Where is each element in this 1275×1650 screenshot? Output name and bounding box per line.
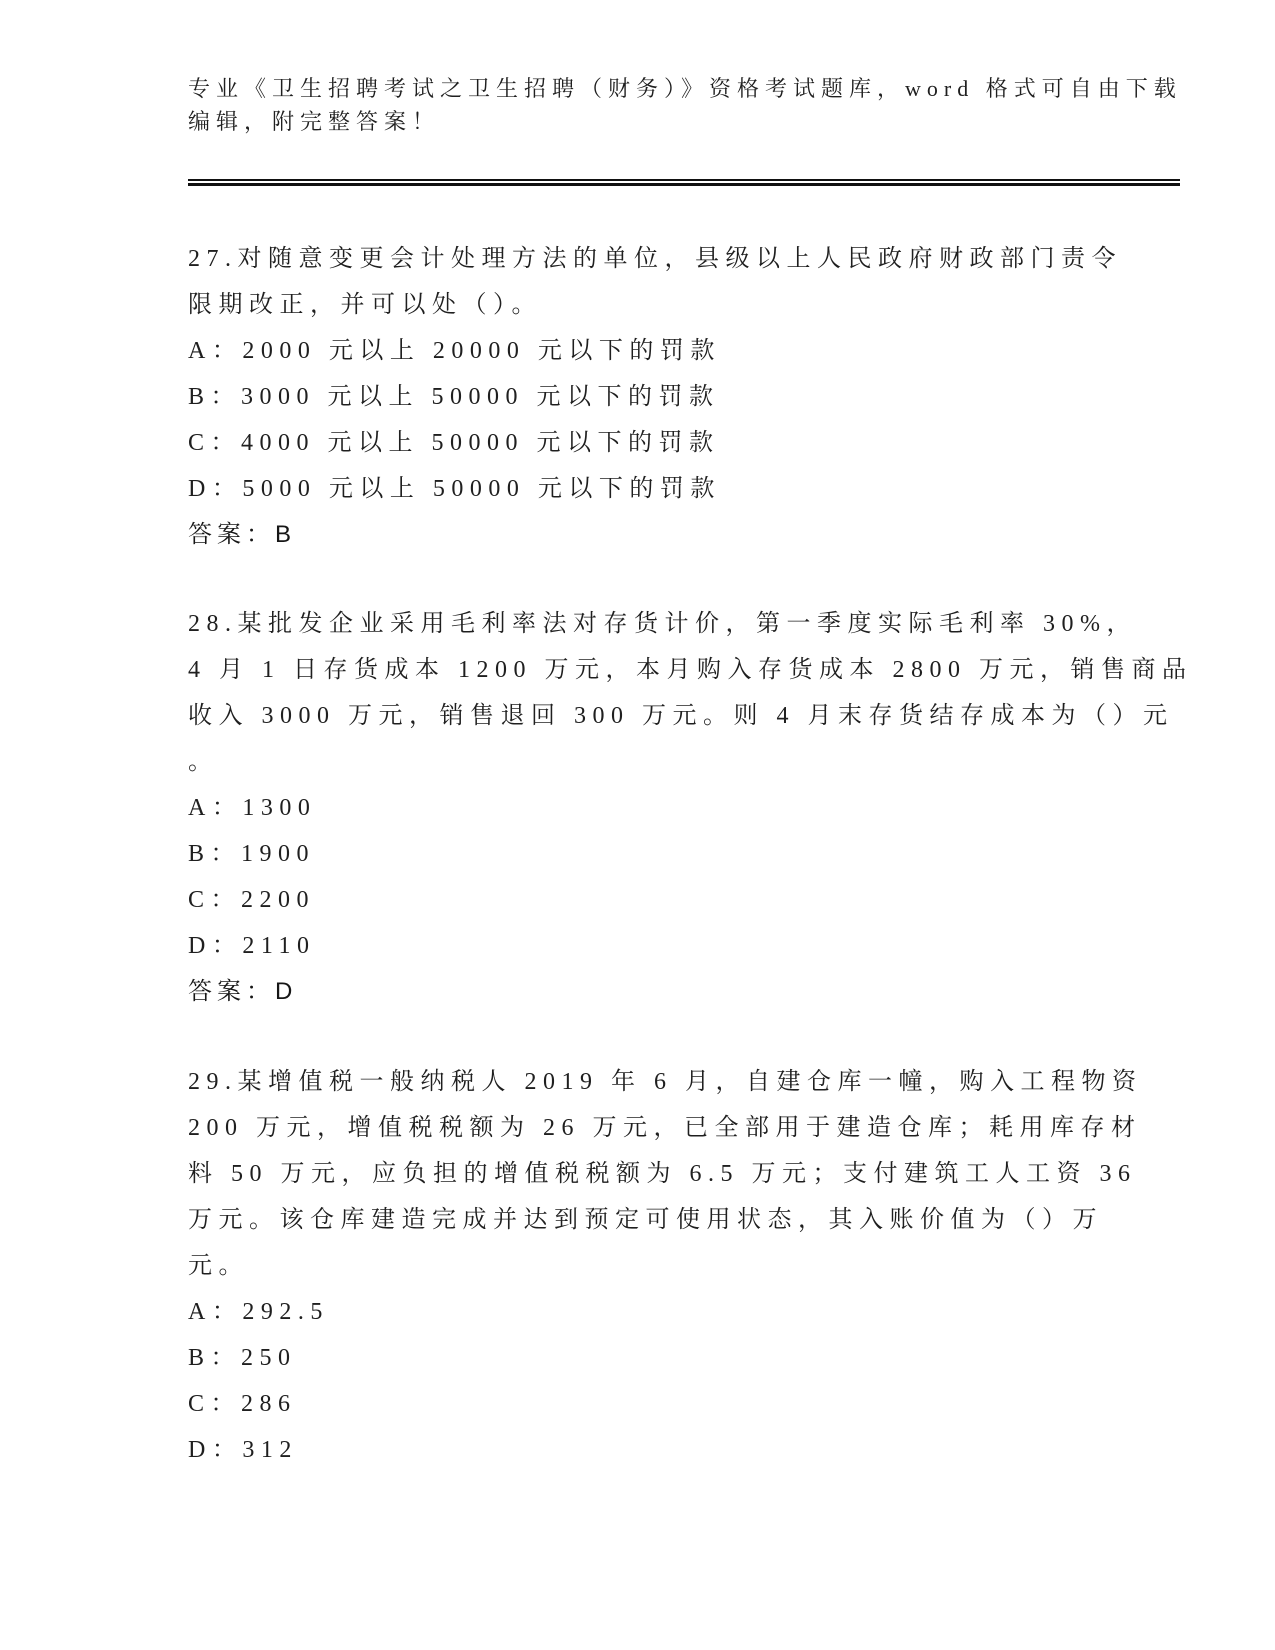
question-28-stem-line-3: 收入 3000 万元，销售退回 300 万元。则 4 月末存货结存成本为（）元 — [188, 703, 1174, 729]
header-text-line-1: 专业《卫生招聘考试之卫生招聘（财务）》资格考试题库，word 格式可自由下载 — [188, 76, 1182, 101]
question-27-option-a: A：2000 元以上 20000 元以下的罚款 — [188, 338, 721, 364]
question-28-option-a: A：1300 — [188, 795, 317, 821]
question-28-option-c: C：2200 — [188, 887, 316, 913]
question-27-stem-line-1: 27.对随意变更会计处理方法的单位，县级以上人民政府财政部门责令 — [188, 246, 1122, 272]
question-29-stem-line-1: 29.某增值税一般纳税人 2019 年 6 月，自建仓库一幢，购入工程物资 — [188, 1069, 1143, 1095]
question-29-stem-line-5: 元。 — [188, 1253, 249, 1279]
question-29-stem-line-3: 料 50 万元，应负担的增值税税额为 6.5 万元；支付建筑工人工资 36 — [188, 1161, 1137, 1187]
question-28-option-b: B：1900 — [188, 841, 316, 867]
question-28-stem-line-4: 。 — [188, 749, 219, 775]
question-28-option-d: D：2110 — [188, 933, 316, 959]
header-divider-rule — [188, 179, 1180, 186]
question-29-option-a: A：292.5 — [188, 1299, 329, 1325]
question-29-option-c: C：286 — [188, 1391, 297, 1417]
question-29-stem-line-2: 200 万元，增值税税额为 26 万元，已全部用于建造仓库；耗用库存材 — [188, 1115, 1142, 1141]
question-29-option-d: D：312 — [188, 1437, 298, 1463]
question-28-stem-line-2: 4 月 1 日存货成本 1200 万元，本月购入存货成本 2800 万元，销售商品 — [188, 657, 1193, 683]
question-27 — [188, 236, 1198, 558]
header-text-line-2: 编辑，附完整答案！ — [188, 109, 441, 134]
question-28 — [188, 601, 1198, 1015]
question-27-option-d: D：5000 元以上 50000 元以下的罚款 — [188, 476, 721, 502]
question-28-stem-line-1: 28.某批发企业采用毛利率法对存货计价，第一季度实际毛利率 30%， — [188, 611, 1137, 637]
question-27-option-b: B：3000 元以上 50000 元以下的罚款 — [188, 384, 720, 410]
question-29 — [188, 1059, 1198, 1473]
question-27-answer: 答案：B — [188, 521, 297, 548]
question-27-stem-line-2: 限期改正，并可以处（）。 — [188, 292, 542, 318]
question-29-option-b: B：250 — [188, 1345, 297, 1371]
question-27-option-c: C：4000 元以上 50000 元以下的罚款 — [188, 430, 720, 456]
question-29-stem-line-4: 万元。该仓库建造完成并达到预定可使用状态，其入账价值为（）万 — [188, 1207, 1103, 1233]
question-28-answer: 答案：D — [188, 978, 298, 1005]
page-header — [188, 72, 1182, 138]
